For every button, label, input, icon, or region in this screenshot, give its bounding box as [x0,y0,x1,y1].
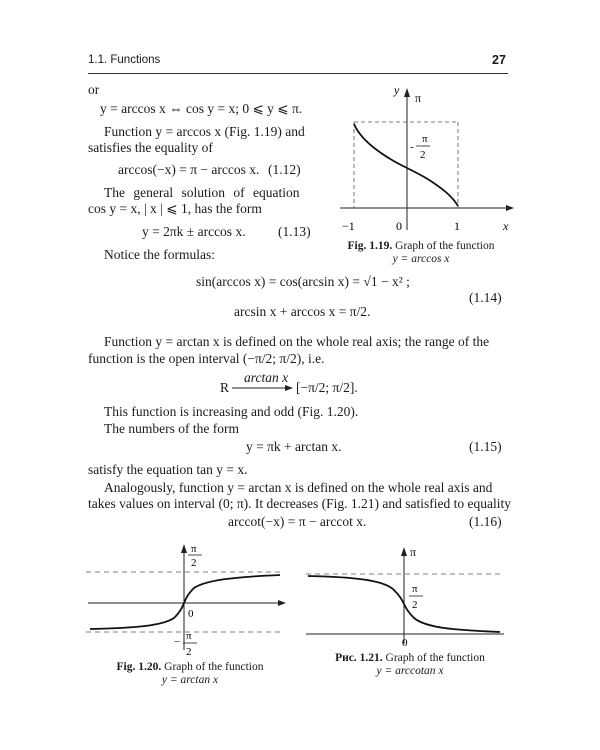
fig19-arccos-curve [354,124,458,206]
fig20-neg-pi-den: 2 [186,646,192,658]
fig19-tick-zero: 0 [396,219,402,233]
paragraph-arccos-line-2: satisfies the equality of [88,140,213,155]
paragraph-general-solution-line-2: cos y = x, | x | ⩽ 1, has the form [88,201,262,216]
paragraph-increasing-odd: This function is increasing and odd (Fig. 1.20). [104,404,359,419]
fig21-pi-label: π [410,545,417,559]
fig20-caption-label: Fig. 1.20. [116,661,162,673]
equation-1-14-a: sin(arccos x) = cos(arcsin x) = √1 − x² ; [196,274,410,289]
fig21-origin: 0 [402,637,408,649]
fig19-tick-minus-one: −1 [342,219,355,233]
header-rule [88,73,508,74]
equation-number-1-13: (1.13) [278,224,311,239]
fig19-halfpi-den: 2 [420,149,426,161]
equation-1-14-b: arcsin x + arccos x = π/2. [234,304,371,319]
paragraph-arccot-line-1: Analogously, function y = arctan x is defined on the whole real axis and [104,480,493,495]
fig21-caption-text: Graph of the function [385,652,485,664]
fig20-origin: 0 [188,608,194,620]
figure-1-21-graph [304,540,510,650]
equation-number-1-15: (1.15) [469,439,502,454]
fig20-y-arrow-icon [181,544,187,553]
paragraph-general-solution-line-1: The general solution of equation [104,185,300,200]
mapping-arrow-icon [232,380,294,396]
fig19-caption-function: y = arccos x [392,253,450,265]
figure-1-20-caption [100,661,280,687]
page-number: 27 [492,53,506,67]
fig20-x-arrow-icon [278,600,286,606]
equation-number-1-12: (1.12) [268,162,301,177]
mapping-domain: R [220,380,230,395]
mapping-label: arctan x [244,370,289,385]
notice-formulas: Notice the formulas: [104,247,215,262]
mapping-range: [−π/2; π/2]. [296,380,358,395]
paragraph-arctan-line-2: function is the open interval (−π/2; π/2), i.e. [88,351,325,366]
fig19-y-arrow-icon [404,88,410,97]
figure-1-20-graph [84,540,294,660]
fig19-x-label: x [503,219,509,233]
fig19-tick-one: 1 [454,219,460,233]
definition-arccos: y = arccos x ⇔ cos y = x; 0 ⩽ y ⩽ π. [100,101,303,116]
fig21-y-arrow-icon [401,547,407,556]
figure-1-19-caption [336,240,506,266]
fig20-arctan-curve [90,575,280,629]
equation-1-16: arccot(−x) = π − arccot x. [228,514,367,529]
fig21-caption-function: y = arccotan x [376,665,444,677]
paragraph-tan-equation: satisfy the equation tan y = x. [88,462,248,477]
fig20-neg-pi-num: π [186,630,192,642]
equation-number-1-14: (1.14) [469,290,502,305]
fig21-caption-label: Рис. 1.21. [335,652,383,664]
equation-1-12: arccos(−x) = π − arccos x. [118,162,260,177]
fig19-pi-label: π [415,91,422,105]
fig20-caption-text: Graph of the function [164,661,264,673]
text-or: or [88,82,100,97]
fig19-halfpi-num: π [422,133,428,145]
fig20-pi-den: 2 [191,557,197,569]
fig19-halfpi-minus: - [410,141,414,153]
paragraph-numbers-form: The numbers of the form [104,421,239,436]
running-header-section: 1.1. Functions [88,54,161,66]
equation-number-1-16: (1.16) [469,514,502,529]
figure-1-19-graph [330,80,520,240]
fig21-halfpi-den: 2 [412,599,418,611]
fig19-caption-label: Fig. 1.19. [347,240,393,252]
equation-1-15: y = πk + arctan x. [246,439,342,454]
figure-1-21-caption [320,652,500,678]
paragraph-arctan-line-1: Function y = arctan x is defined on the whole real axis; the range of the [104,334,490,349]
fig20-caption-function: y = arctan x [161,674,219,686]
fig19-caption-text: Graph of the function [395,240,495,252]
fig19-y-label: y [394,83,400,97]
fig20-pi-num: π [191,543,197,555]
paragraph-arccos-line-1: Function y = arccos x (Fig. 1.19) and [104,124,305,139]
fig21-halfpi-num: π [412,583,418,595]
equation-1-13: y = 2πk ± arccos x. [142,224,246,239]
fig19-x-arrow-icon [506,205,514,211]
paragraph-arccot-line-2: takes values on interval (0; π). It decreases (Fig. 1.21) and satisfied to equality [88,496,511,511]
fig20-neg-minus: − [174,636,181,648]
